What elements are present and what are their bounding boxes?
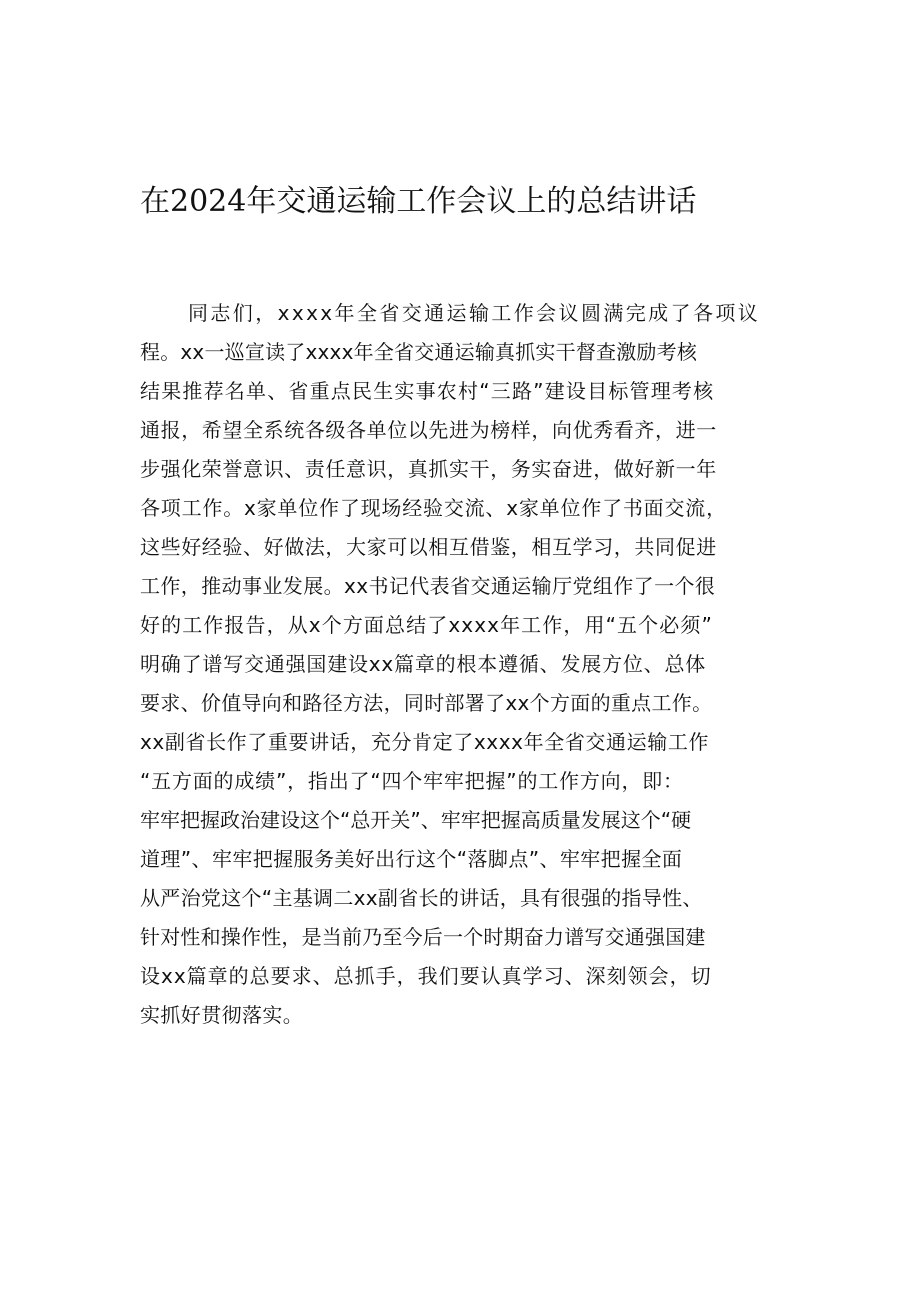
paragraph-line: 从严治党这个“主基调二xx副省长的讲话，具有很强的指导性、 xyxy=(140,886,703,910)
paragraph-line: 设xx篇章的总要求、总抓手，我们要认真学习、深刻领会，切 xyxy=(140,964,712,988)
paragraph-line: 好的工作报告，从x个方面总结了xxxx年工作，用“五个必须” xyxy=(140,613,713,637)
paragraph-line: 步强化荣誉意识、责任意识，真抓实干，务实奋进，做好新一年 xyxy=(140,457,717,481)
paragraph-line: 明确了谱写交通强国建设xx篇章的根本遵循、发展方位、总体 xyxy=(140,652,707,676)
paragraph-line: 实抓好贯彻落实。 xyxy=(140,1003,304,1027)
paragraph-line: 工作，推动事业发展。xx书记代表省交通运输厅党组作了一个很 xyxy=(140,574,716,598)
paragraph-line: 程。xx一巡宣读了xxxx年全省交通运输真抓实干督查激励考核 xyxy=(140,340,698,364)
paragraph-line: 结果推荐名单、省重点民生实事农村“三路”建设目标管理考核 xyxy=(140,379,715,403)
paragraph-line: 要求、价值导向和路径方法，同时部署了xx个方面的重点工作。 xyxy=(140,691,713,715)
paragraph-line: “五方面的成绩”，指出了“四个牢牢把握”的工作方向，即： xyxy=(140,769,684,793)
paragraph-line: 各项工作。x家单位作了现场经验交流、x家单位作了书面交流， xyxy=(140,496,727,520)
document-title: 在2024年交通运输工作会议上的总结讲话 xyxy=(140,184,697,219)
paragraph-line: 牢牢把握政治建设这个“总开关”、牢牢把握高质量发展这个“硬 xyxy=(140,808,692,832)
paragraph-line: 道理”、牢牢把握服务美好出行这个“落脚点”、牢牢把握全面 xyxy=(140,847,683,871)
paragraph-line: 针对性和操作性，是当前乃至今后一个时期奋力谱写交通强国建 xyxy=(140,925,706,949)
paragraph-line: xx副省长作了重要讲话，充分肯定了xxxx年全省交通运输工作 xyxy=(140,730,710,754)
paragraph-line: 同志们，xxxx年全省交通运输工作会议圆满完成了各项议 xyxy=(188,301,761,325)
paragraph-line: 通报，希望全系统各级各单位以先进为榜样，向优秀看齐，进一 xyxy=(140,418,717,442)
paragraph-line: 这些好经验、好做法，大家可以相互借鉴，相互学习，共同促进 xyxy=(140,535,717,559)
document-body xyxy=(140,294,790,1035)
